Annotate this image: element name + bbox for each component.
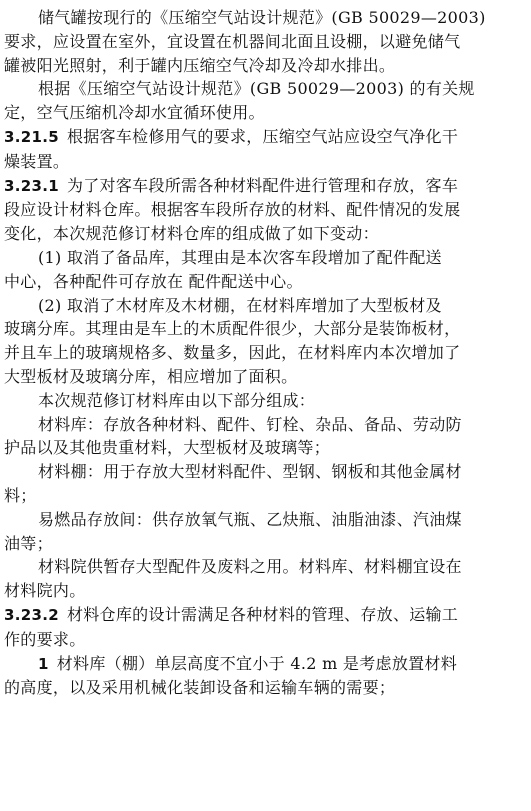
paragraph <box>4 508 527 556</box>
text-line: 储气罐按现行的《压缩空气站设计规范》(GB 50029—2003) <box>38 8 486 27</box>
clause-3-23-1 <box>4 174 527 246</box>
text-line: 材料棚：用于存放大型材料配件、型钢、钢板和其他金属材 <box>38 462 462 482</box>
paragraph <box>4 413 527 461</box>
clause-text: 根据客车检修用气的要求，压缩空气站应设空气净化干 <box>66 126 459 146</box>
text-line: 的高度，以及采用机械化装卸设备和运输车辆的需要； <box>4 678 396 698</box>
clause-3-23-2 <box>4 603 527 652</box>
list-item <box>4 652 527 701</box>
text-line: 要求，应设置在室外，宜设置在机器间北面且设棚，以避免储气 <box>4 31 461 51</box>
text-line: 中心，各种配件可存放在 配件配送中心。 <box>4 271 303 291</box>
text-line: 易燃品存放间：供存放氧气瓶、乙炔瓶、油脂油漆、汽油煤 <box>38 509 462 529</box>
text-line: (2) 取消了木材库及木材棚，在材料库增加了大型板材及 <box>38 295 442 315</box>
text-line: 油等； <box>4 533 53 553</box>
paragraph <box>4 460 527 508</box>
paragraph <box>4 555 527 603</box>
text-line: 燥装置。 <box>4 151 70 171</box>
text-line: 材料院内。 <box>4 581 86 601</box>
item-number: 1 <box>38 654 49 673</box>
text-line: (1) 取消了备品库，其理由是本次客车段增加了配件配送 <box>38 247 442 267</box>
text-line: 材料库：存放各种材料、配件、钉栓、杂品、备品、劳动防 <box>38 414 462 434</box>
clause-number: 3.21.5 <box>4 127 59 146</box>
item-text: 材料库（棚）单层高度不宜小于 4.2 m 是考虑放置材料 <box>56 653 458 673</box>
paragraph <box>4 77 527 125</box>
clause-text: 材料仓库的设计需满足各种材料的管理、存放、运输工 <box>66 604 459 624</box>
clause-number: 3.23.1 <box>4 176 59 195</box>
text-line: 护品以及其他贵重材料，大型板材及玻璃等； <box>4 438 331 458</box>
text-line <box>4 652 527 677</box>
text-line: 段应设计材料仓库。根据客车段所存放的材料、配件情况的发展 <box>4 200 461 220</box>
text-line: 罐被阳光照射，利于罐内压缩空气冷却及冷却水排出。 <box>4 55 396 75</box>
text-line: 玻璃分库。其理由是车上的木质配件很少，大部分是装饰板材， <box>4 319 461 339</box>
text-line: 本次规范修订材料库由以下部分组成： <box>38 390 316 410</box>
text-line: 并且车上的玻璃规格多、数量多，因此，在材料库内本次增加了 <box>4 343 461 363</box>
text-line: 材料院供暂存大型配件及废料之用。材料库、材料棚宜设在 <box>38 557 462 577</box>
text-line <box>4 174 527 199</box>
text-line: 作的要求。 <box>4 629 86 649</box>
clause-3-21-5 <box>4 125 527 174</box>
text-line: 大型板材及玻璃分库，相应增加了面积。 <box>4 366 298 386</box>
paragraph <box>4 6 527 77</box>
text-line: 定，空气压缩机冷却水宜循环使用。 <box>4 103 265 123</box>
paragraph <box>4 389 527 413</box>
clause-text: 为了对客车段所需各种材料配件进行管理和存放，客车 <box>66 175 459 195</box>
text-line <box>4 125 527 150</box>
text-line <box>4 603 527 628</box>
text-line: 料； <box>4 485 37 505</box>
text-line: 根据《压缩空气站设计规范》(GB 50029—2003) 的有关规 <box>38 79 475 99</box>
text-line: 变化，本次规范修订材料仓库的组成做了如下变动： <box>4 224 379 244</box>
clause-number: 3.23.2 <box>4 605 59 624</box>
paragraph <box>4 294 527 389</box>
paragraph <box>4 246 527 294</box>
